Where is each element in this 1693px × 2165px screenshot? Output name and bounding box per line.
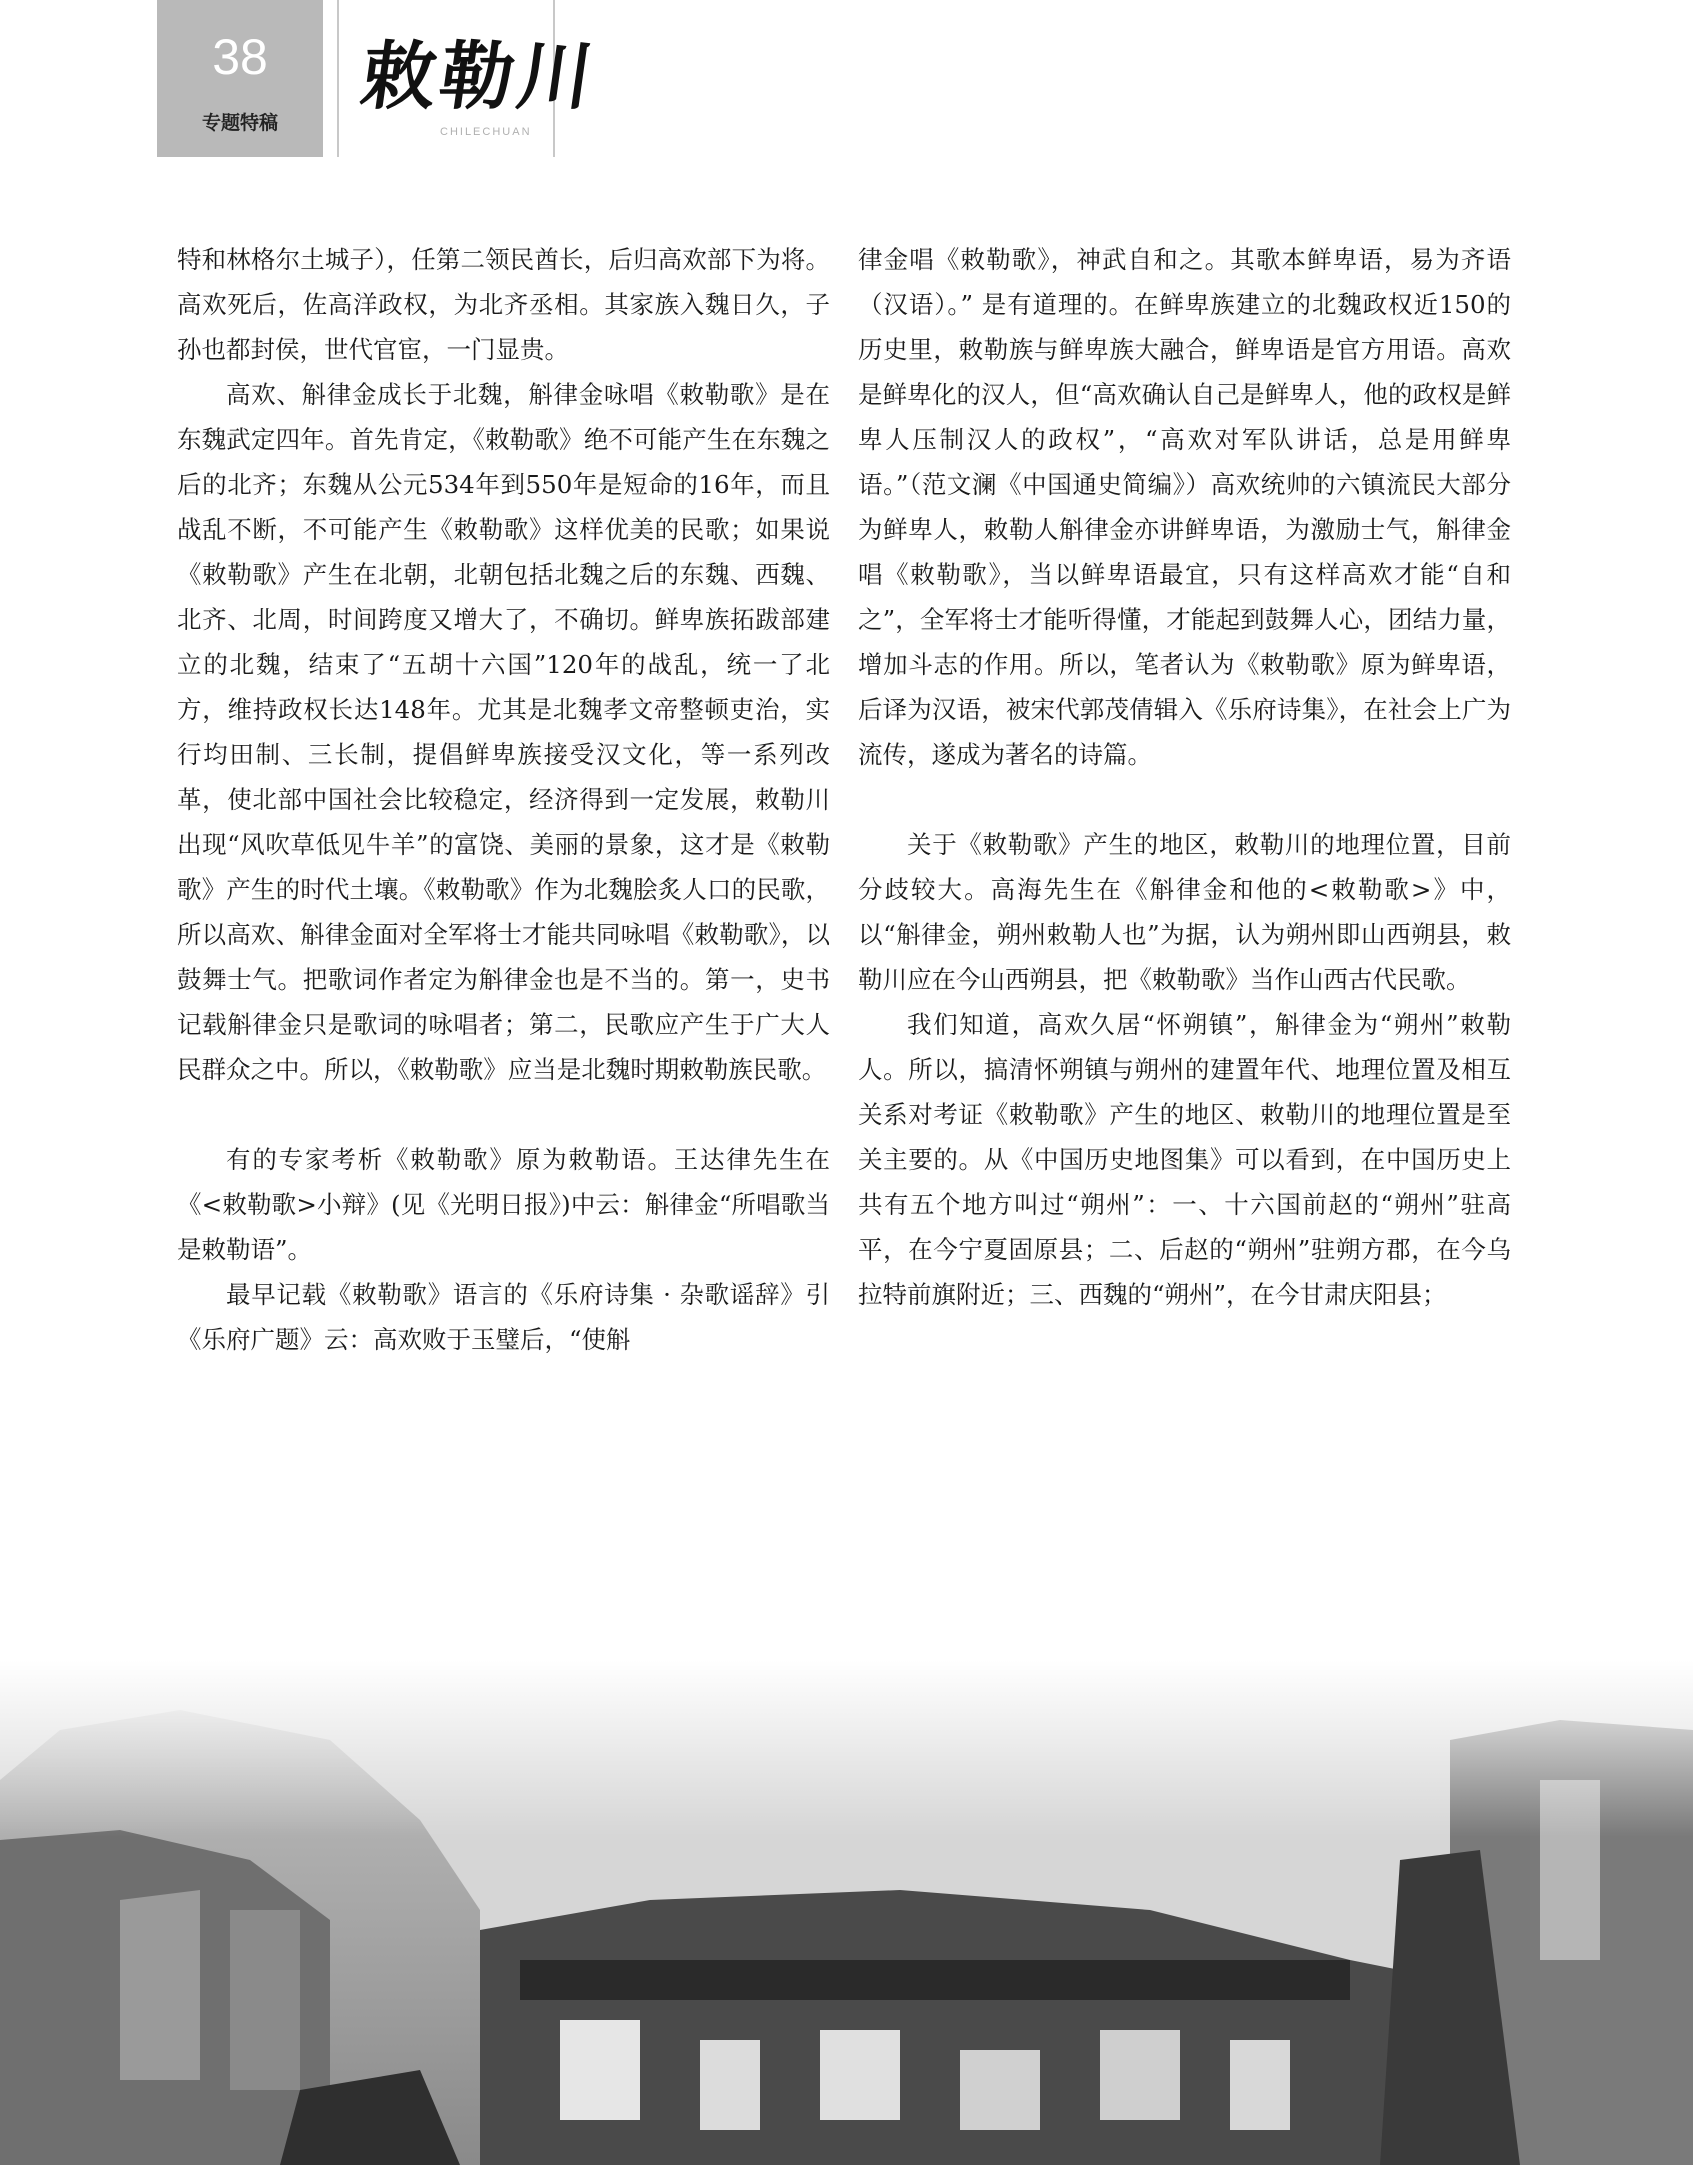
section-label: 专题特稿	[201, 112, 278, 134]
paragraph: 高欢、斛律金成长于北魏，斛律金咏唱《敕勒歌》是在东魏武定四年。首先肯定，《敕勒歌》绝不可能产生在东魏之后的北齐；东魏从公元534年到550年是短命的16年，而且战乱不断，不可能产生《敕勒歌》这样优美的民歌；如果说《敕勒歌》产生在北朝，北朝包括北魏之后的东魏、西魏、北齐、北周，时间跨度又增大了，不确切。鲜卑族拓跋部建立的北魏，结束了“五胡十六国”120年的战乱，统一了北方，维持政权长达148年。尤其是北魏孝文帝整顿吏治，实行均田制、三长制，提倡鲜卑族接受汉文化，等一系列改革，使北部中国社会比较稳定，经济得到一定发展，敕勒川出现“风吹草低见牛羊”的富饶、美丽的景象，这才是《敕勒歌》产生的时代土壤。《敕勒歌》作为北魏脍炙人口的民歌，所以高欢、斛律金面对全军将士才能共同咏唱《敕勒歌》，以鼓舞士气。把歌词作者定为斛律金也是不当的。第一，史书记载斛律金只是歌词的咏唱者；第二，民歌应产生于广大人民群众之中。所以，《敕勒歌》应当是北魏时期敕勒族民歌。	[177, 380, 830, 1084]
paragraph-gap	[858, 777, 1511, 822]
paragraph: 有的专家考析《敕勒歌》原为敕勒语。王达律先生在《<敕勒歌>小辩》(见《光明日报》)中云：斛律金“所唱歌当是敕勒语”。	[177, 1145, 830, 1264]
paragraph: 律金唱《敕勒歌》，神武自和之。其歌本鲜卑语，易为齐语（汉语）。” 是有道理的。在鲜卑族建立的北魏政权近150的历史里，敕勒族与鲜卑族大融合，鲜卑语是官方用语。高欢是鲜卑化的汉人，但“高欢确认自己是鲜卑人，他的政权是鲜卑人压制汉人的政权”，“高欢对军队讲话，总是用鲜卑语。”（范文澜《中国通史简编》）高欢统帅的六镇流民大部分为鲜卑人，敕勒人斛律金亦讲鲜卑语，为激励士气，斛律金唱《敕勒歌》，当以鲜卑语最宜，只有这样高欢才能“自和之”，全军将士才能听得懂，才能起到鼓舞人心，团结力量，增加斗志的作用。所以，笔者认为《敕勒歌》原为鲜卑语，后译为汉语，被宋代郭茂倩辑入《乐府诗集》，在社会上广为流传，遂成为著名的诗篇。	[858, 245, 1511, 769]
paragraph: 最早记载《敕勒歌》语言的《乐府诗集 · 杂歌谣辞》引《乐府广题》云：高欢败于玉璧后，“使斛	[177, 1280, 830, 1354]
paragraph-gap	[177, 1092, 830, 1137]
left-column	[177, 237, 830, 1362]
header-divider	[337, 0, 339, 157]
paragraph: 我们知道，高欢久居“怀朔镇”，斛律金为“朔州”敕勒人。所以，搞清怀朔镇与朔州的建置年代、地理位置及相互关系对考证《敕勒歌》产生的地区、敕勒川的地理位置是至关主要的。从《中国历史地图集》可以看到，在中国历史上共有五个地方叫过“朔州”：一、十六国前赵的“朔州”驻高平，在今宁夏固原县；二、后赵的“朔州”驻朔方郡，在今乌拉特前旗附近；三、西魏的“朔州”，在今甘肃庆阳县；	[858, 1010, 1511, 1309]
paragraph: 关于《敕勒歌》产生的地区，敕勒川的地理位置，目前分歧较大。高海先生在《斛律金和他的<敕勒歌>》中，以“斛律金，朔州敕勒人也”为据，认为朔州即山西朔县，敕勒川应在今山西朔县，把《敕勒歌》当作山西古代民歌。	[858, 830, 1511, 994]
ink-wash-old-buildings-image	[0, 1660, 1693, 2165]
header-tab	[157, 0, 323, 157]
magazine-logo-subtitle: CHILECHUAN	[440, 126, 532, 138]
page-number: 38	[212, 29, 268, 85]
right-column	[858, 237, 1511, 1317]
paragraph: 特和林格尔土城子），任第二领民酋长，后归高欢部下为将。高欢死后，佐高洋政权，为北齐丞相。其家族入魏日久，子孙也都封侯，世代官宦，一门显贵。	[177, 245, 830, 364]
magazine-logo: 敕勒川	[355, 34, 603, 120]
